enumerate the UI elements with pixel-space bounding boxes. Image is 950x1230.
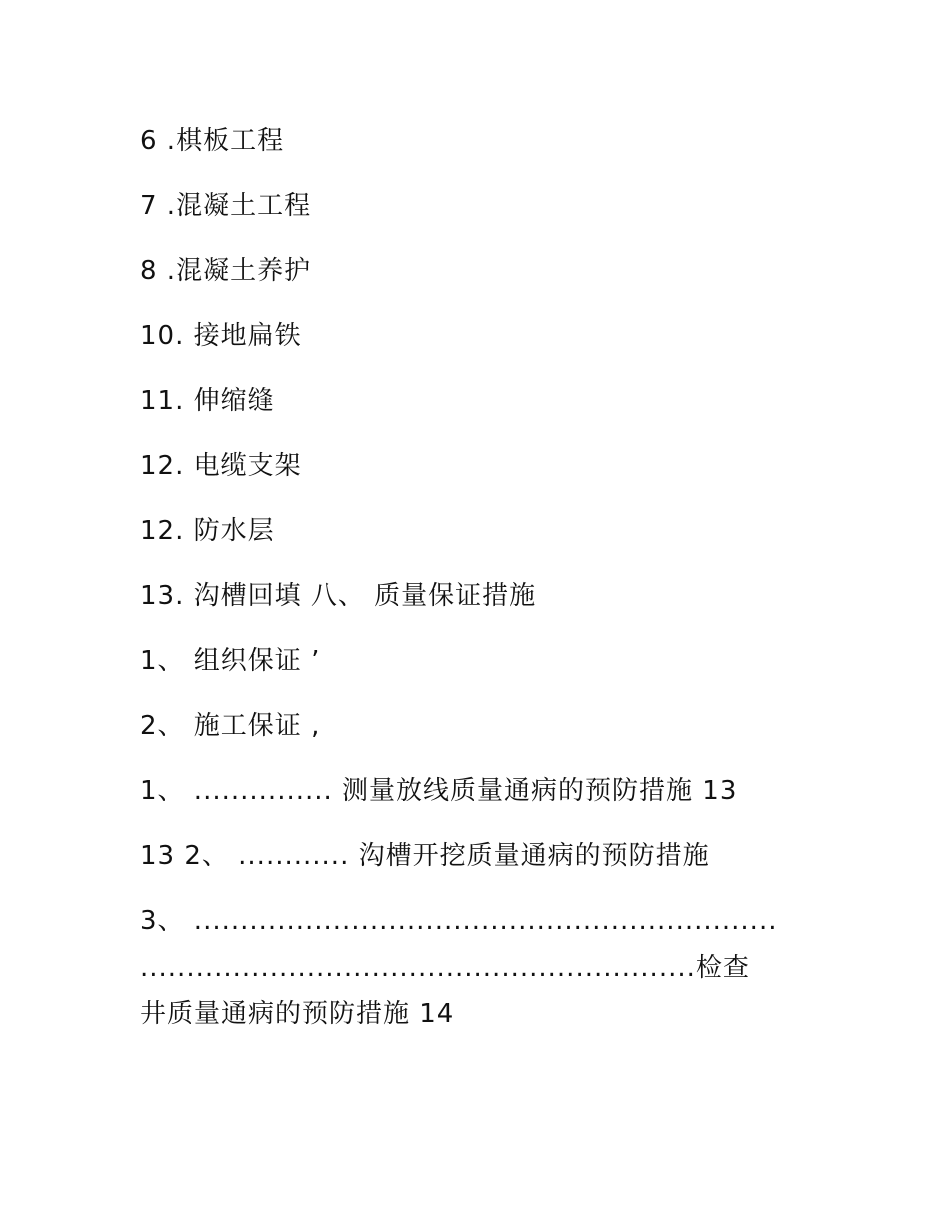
toc-line-grounding-flat-iron: 10. 接地扁铁 xyxy=(140,321,302,351)
toc-line-inspection-well-prevention: 井质量通病的预防措施 14 xyxy=(140,999,455,1029)
toc-line-cable-support: 12. 电缆支架 xyxy=(140,451,302,481)
toc-line-waterproof-layer: 12. 防水层 xyxy=(140,516,275,546)
toc-line-formwork: 6 .棋板工程 xyxy=(140,126,285,156)
toc-line-organization-guarantee: 1、 组织保证 ’ xyxy=(140,646,321,676)
toc-line-item-3-leader: 3、 ............................................................... xyxy=(140,906,778,936)
toc-line-concrete: 7 .混凝土工程 xyxy=(140,191,312,221)
toc-line-trench-excavation-prevention: 13 2、 ............ 沟槽开挖质量通病的预防措施 xyxy=(140,841,710,871)
toc-line-survey-layout-prevention: 1、 ............... 测量放线质量通病的预防措施 13 xyxy=(140,776,738,806)
toc-line-leader-inspection: ............................................................检查 xyxy=(140,953,750,983)
toc-line-concrete-curing: 8 .混凝土养护 xyxy=(140,256,312,286)
toc-line-expansion-joint: 11. 伸缩缝 xyxy=(140,386,275,416)
toc-line-trench-backfill: 13. 沟槽回填 八、 质量保证措施 xyxy=(140,581,537,611)
toc-line-construction-guarantee: 2、 施工保证 , xyxy=(140,711,321,741)
